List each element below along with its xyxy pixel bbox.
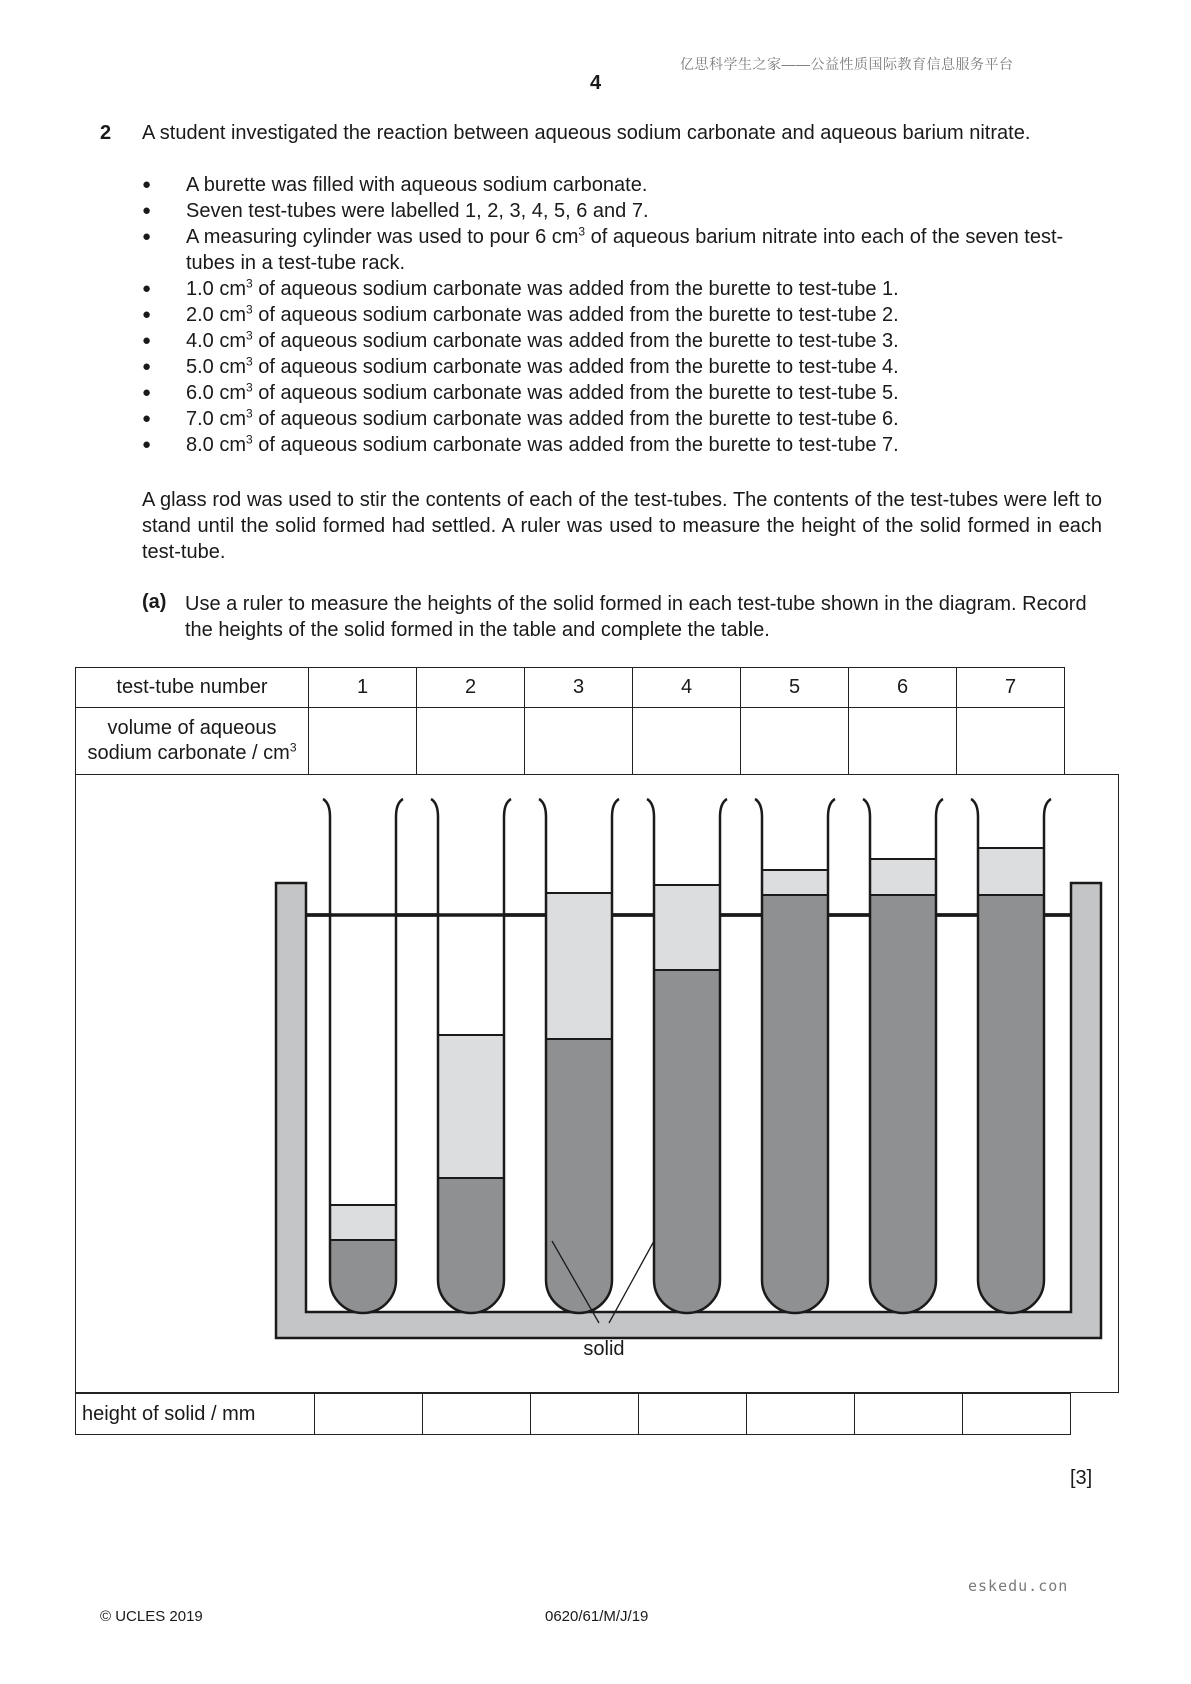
- test-tube-number-header: test-tube number: [76, 668, 309, 708]
- bullet-item: ● 6.0 $cm^3$ of aqueous sodium carbonate was added from the burette to test-tube 5.: [142, 380, 1102, 406]
- question-number: 2: [100, 122, 112, 144]
- tube-number-cell: 7: [957, 668, 1065, 708]
- bullet-item: ● 7.0 $cm^3$ of aqueous sodium carbonate was added from the burette to test-tube 6.: [142, 406, 1102, 432]
- test-tube-6: [863, 799, 943, 1313]
- height-answer-cell[interactable]: [963, 1394, 1071, 1435]
- volume-answer-cell[interactable]: [633, 708, 741, 775]
- tube-number-cell: 6: [849, 668, 957, 708]
- test-tube-rack-illustration: [76, 775, 1120, 1394]
- height-answer-cell[interactable]: [639, 1394, 747, 1435]
- volume-answer-cell[interactable]: [309, 708, 417, 775]
- mark-allocation: [3]: [1070, 1467, 1093, 1489]
- method-bullet-list: [142, 172, 1102, 458]
- test-tube-1: [323, 799, 403, 1313]
- bullet-item: ● A burette was filled with aqueous sodium carbonate.: [142, 172, 1102, 198]
- bullet-item: ● 8.0 $cm^3$ of aqueous sodium carbonate was added from the burette to test-tube 7.: [142, 432, 1102, 458]
- tube-number-cell: 5: [741, 668, 849, 708]
- question-intro: A student investigated the reaction between aqueous sodium carbonate and aqueous barium nitrate.: [142, 122, 1031, 144]
- test-tube-4: [647, 799, 727, 1313]
- test-tube-2: [431, 799, 511, 1313]
- tube-number-cell: 2: [417, 668, 525, 708]
- bullet-item: ● 4.0 $cm^3$ of aqueous sodium carbonate was added from the burette to test-tube 3.: [142, 328, 1102, 354]
- results-table-bottom: [75, 1393, 1071, 1435]
- height-of-solid-header: height of solid / mm: [76, 1394, 315, 1435]
- method-paragraph: A glass rod was used to stir the contents of each of the test-tubes. The contents of the test-tubes were left to stand until the solid formed had settled. A ruler was used to measure the height of the solid formed in each test-tube.: [142, 489, 1102, 563]
- bullet-item: ● 1.0 $cm^3$ of aqueous sodium carbonate was added from the burette to test-tube 1.: [142, 276, 1102, 302]
- test-tube-5: [755, 799, 835, 1313]
- tube-number-cell: 1: [309, 668, 417, 708]
- solid-label: solid: [583, 1338, 625, 1360]
- bullet-item: ● 2.0 $cm^3$ of aqueous sodium carbonate was added from the burette to test-tube 2.: [142, 302, 1102, 328]
- page-number: 4: [590, 72, 602, 94]
- volume-answer-cell[interactable]: [849, 708, 957, 775]
- volume-answer-cell[interactable]: [957, 708, 1065, 775]
- test-tube-3: [539, 799, 619, 1313]
- height-answer-cell[interactable]: [423, 1394, 531, 1435]
- test-tube-7: [971, 799, 1051, 1313]
- results-table-top: [75, 667, 1065, 775]
- volume-answer-cell[interactable]: [417, 708, 525, 775]
- bullet-item: ● A measuring cylinder was used to pour 6 $cm^3$ of aqueous barium nitrate into each of the seven test-tubes in a test-tube rack.: [142, 224, 1102, 276]
- tube-number-cell: 4: [633, 668, 741, 708]
- volume-answer-cell[interactable]: [525, 708, 633, 775]
- copyright: © UCLES 2019: [100, 1608, 203, 1625]
- test-tube-diagram: [75, 774, 1119, 1393]
- height-answer-cell[interactable]: [747, 1394, 855, 1435]
- part-a-label: (a): [142, 591, 167, 613]
- tube-number-cell: 3: [525, 668, 633, 708]
- part-a-instructions: Use a ruler to measure the heights of the solid formed in each test-tube shown in the diagram. Record the heights of the solid formed in the table and complete the table.: [185, 593, 1087, 641]
- bullet-item: ● Seven test-tubes were labelled 1, 2, 3, 4, 5, 6 and 7.: [142, 198, 1102, 224]
- height-answer-cell[interactable]: [855, 1394, 963, 1435]
- bullet-item: ● 5.0 $cm^3$ of aqueous sodium carbonate was added from the burette to test-tube 4.: [142, 354, 1102, 380]
- height-answer-cell[interactable]: [315, 1394, 423, 1435]
- volume-header: volume of aqueous sodium carbonate / $cm^3$: [76, 708, 309, 775]
- height-answer-cell[interactable]: [531, 1394, 639, 1435]
- volume-answer-cell[interactable]: [741, 708, 849, 775]
- watermark-text: 亿思科学生之家——公益性质国际教育信息服务平台: [680, 56, 1014, 72]
- solid-pointer-line: [609, 1241, 654, 1323]
- site-watermark: eskedu.con: [968, 1577, 1069, 1595]
- paper-code: 0620/61/M/J/19: [545, 1608, 649, 1625]
